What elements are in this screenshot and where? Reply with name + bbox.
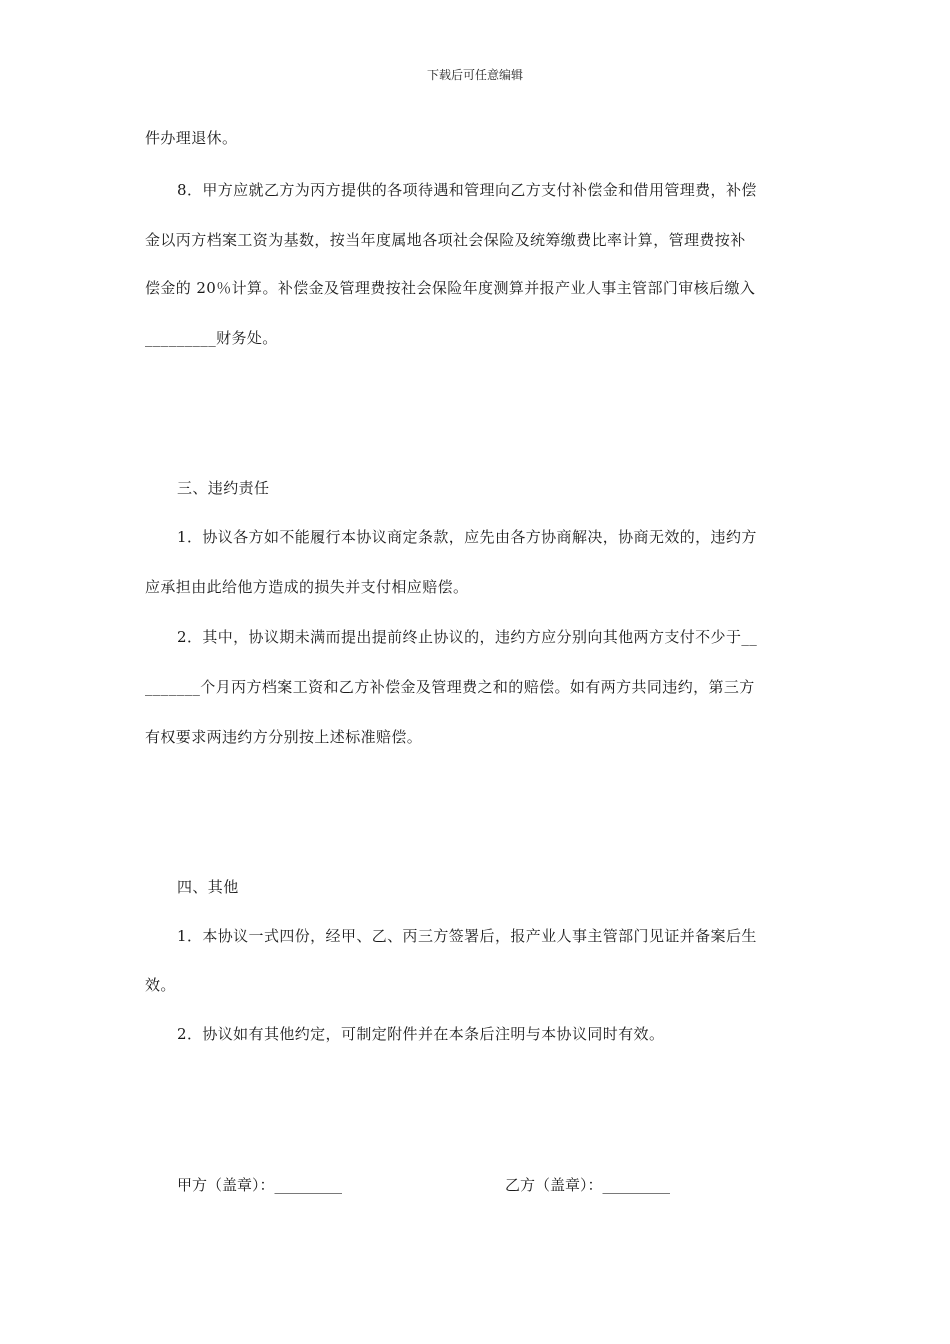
paragraph-line: _________财务处。 bbox=[145, 329, 278, 347]
page-header: 下载后可任意编辑 bbox=[426, 68, 523, 82]
paragraph-line: _______个月丙方档案工资和乙方补偿金及管理费之和的赔偿。如有两方共同违约，第三方 bbox=[145, 678, 755, 696]
paragraph-line: 金以丙方档案工资为基数，按当年度属地各项社会保险及统筹缴费比率计算，管理费按补 bbox=[145, 231, 746, 249]
paragraph-line: 效。 bbox=[145, 976, 176, 994]
section-heading: 三、违约责任 bbox=[177, 479, 270, 497]
paragraph-line: 有权要求两违约方分别按上述标准赔偿。 bbox=[145, 728, 423, 746]
party-b-signature: 乙方（盖章）：_________ bbox=[505, 1176, 671, 1194]
paragraph-line: 2．其中，协议期未满而提出提前终止协议的，违约方应分别向其他两方支付不少于__ bbox=[177, 628, 758, 646]
paragraph-line: 1．协议各方如不能履行本协议商定条款，应先由各方协商解决，协商无效的，违约方 bbox=[177, 528, 757, 546]
party-a-signature: 甲方（盖章）：_________ bbox=[177, 1176, 343, 1194]
paragraph-line: 偿金的 20％计算。补偿金及管理费按社会保险年度测算并报产业人事主管部门审核后缴入 bbox=[145, 279, 756, 297]
paragraph-line: 2．协议如有其他约定，可制定附件并在本条后注明与本协议同时有效。 bbox=[177, 1025, 665, 1043]
paragraph-line: 1．本协议一式四份，经甲、乙、丙三方签署后，报产业人事主管部门见证并备案后生 bbox=[177, 927, 757, 945]
paragraph-line: 应承担由此给他方造成的损失并支付相应赔偿。 bbox=[145, 578, 469, 596]
paragraph-line: 8．甲方应就乙方为丙方提供的各项待遇和管理向乙方支付补偿金和借用管理费，补偿 bbox=[177, 181, 757, 199]
section-heading: 四、其他 bbox=[177, 878, 239, 896]
paragraph-line: 件办理退休。 bbox=[145, 129, 238, 147]
